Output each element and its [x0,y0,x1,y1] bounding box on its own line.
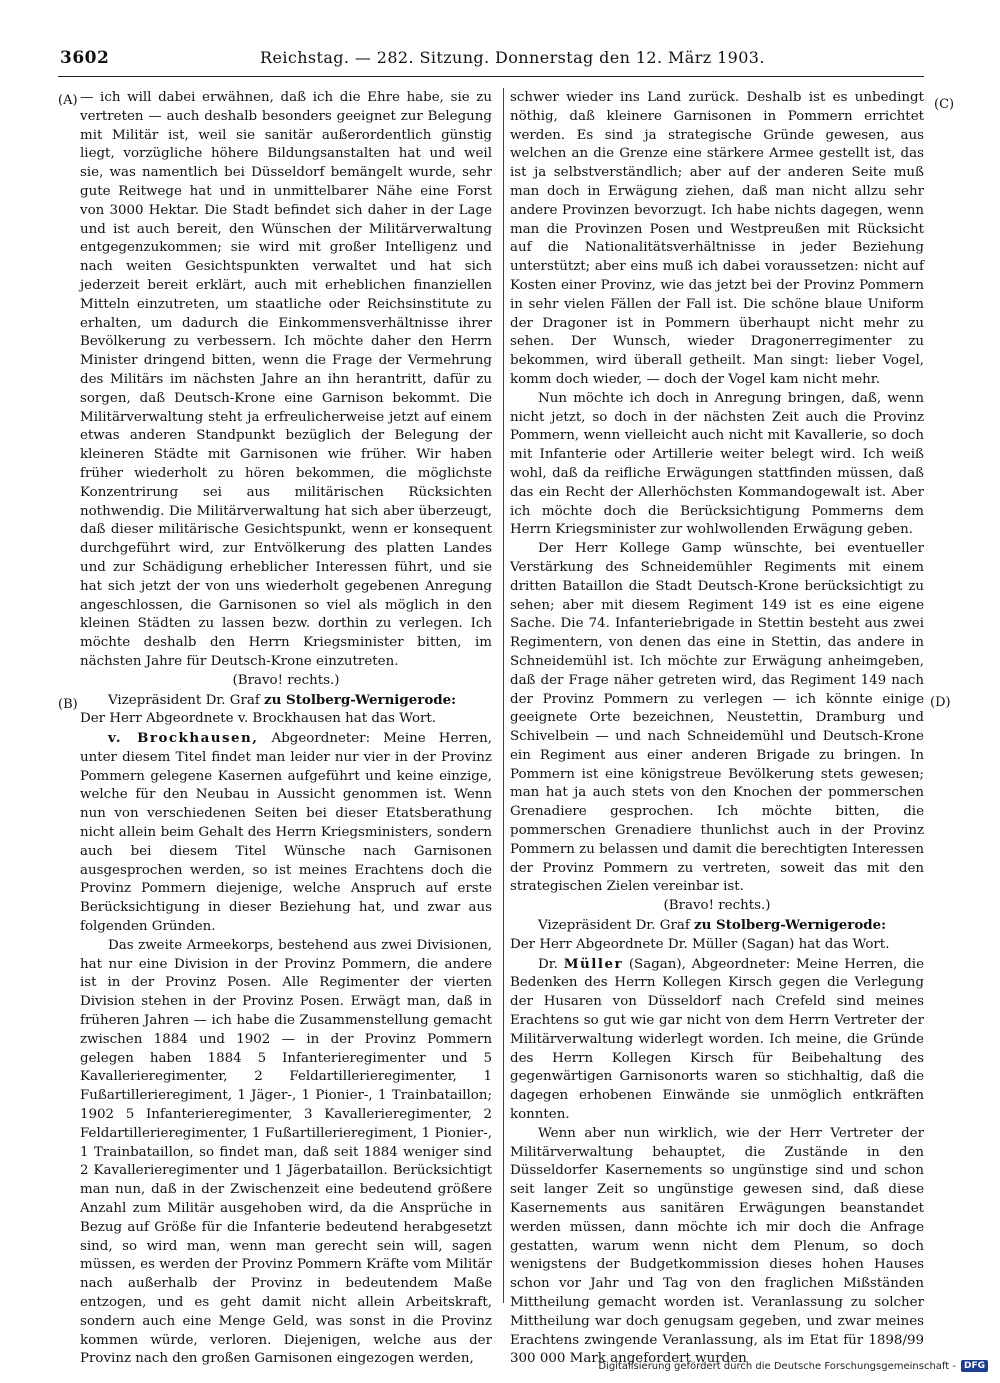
right-column [510,89,924,1369]
dfg-logo: DFG [961,1360,988,1372]
footer-text: Digitalisierung gefördert durch die Deutsche Forschungsgemeinschaft - [598,1360,956,1372]
speaker-paragraph [80,729,492,937]
digitization-footer [598,1360,988,1372]
margin-marker-d: (D) [930,695,951,710]
running-title: Reichstag. — 282. Sitzung. Donnerstag den 12. März 1903. [260,48,765,67]
vice-president-line [80,691,492,711]
margin-marker-a: (A) [58,93,78,108]
paragraph: — ich will dabei erwähnen, daß ich die Ehre habe, sie zu vertreten — auch deshalb besonders geeignet zur Belegung mit Militär ist, weil sie sanitär außerordentlich günstig liegt, vorzügliche höhere Bildungsanstalten hat und weil sie, was namentlich bei Düsseldorf bemängelt wurde, sehr gute Reitwege hat und in unmittelbarer Nähe eine Forst von 3000 Hektar. Die Stadt befindet sich daher in der Lage und ist auch bereit, den Wünschen der Militärverwaltung entgegenzukommen; sie wird mit großer Intelligenz und nach weiten Gesichtspunkten verwaltet und hat sich jederzeit bereit erklärt, auch mit erheblichen finanziellen Mitteln einzutreten, um staatliche oder Reichsinstitute zu erhalten, um dadurch die Einkommensverhältnisse ihrer Bevölkerung zu verbessern. Ich möchte daher den Herrn Minister dringend bitten, wenn die Frage der Vermehrung des Militärs im nächsten Jahre an ihn herantritt, dafür zu sorgen, daß Deutsch-Krone eine Garnison bekommt. Die Militärverwaltung steht ja erfreulicherweise jetzt auf einem etwas anderen Standpunkt bezüglich der Belegung der kleineren Städte mit Garnisonen wie früher. Wir haben früher wiederholt zu hören bekommen, die möglichste Konzentrirung sei aus militärischen Rücksichten nothwendig. Die Militärverwaltung hat sich aber überzeugt, daß dieser militärische Gesichtspunkt, wenn er konsequent durchgeführt wird, zur Entvölkerung des platten Landes und zur Schädigung erheblicher Interessen führt, und sie hat sich jetzt der von uns wiederholt gegebenen Anregung angeschlossen, die Garnisonen so viel als möglich in den kleinen Städten zu lassen bezw. dorthin zu verlegen. Ich möchte deshalb den Herrn Kriegsminister bitten, im nächsten Jahre für Deutsch-Krone einzutreten. [80,90,492,669]
paragraph: Das zweite Armeekorps, bestehend aus zwei Divisionen, hat nur eine Division in der Provinz Pommern, die andere ist in der Provinz Posen. Alle Regimenter der vierten Division stehen in der Provinz Posen. Erwägt man, daß in früheren Jahren — ich habe die Zusammenstellung gemacht zwischen 1884 und 1902 — in der Provinz Pommern gelegen haben 1884 5 Infanterieregimenter und 5 Kavallerieregimenter, 2 Feldartillerieregimenter, 1 Fußartillerieregiment, 1 Jäger-, 1 Pionier-, 1 Trainbataillon; 1902 5 Infanterieregimenter, 3 Kavallerieregimenter, 2 Feldartillerieregimenter, 1 Fußartillerieregiment, 1 Pionier-, 1 Trainbataillon, so findet man, daß seit 1884 weniger sind 2 Kavallerieregimenter und 1 Jägerbataillon. Berücksichtigt man nun, daß in der Zwischenzeit eine bedeutend größere Anzahl zum Militär ausgehoben wird, da die Ansprüche in Bezug auf Größe für die Infanterie bedeutend herabgesetzt sind, so wird man, wenn man gerecht sein will, sagen müssen, es werden der Provinz Pommern Kräfte vom Militär nach außerhalb der Provinz in bedeutendem Maße entzogen, und es geht damit nicht allein Arbeitskraft, sondern auch eine Menge Geld, was sonst in die Provinz kommen würde, verloren. Diejenigen, welche aus der Provinz nach den großen Garnisonen eingezogen werden, [80,937,492,1367]
paragraph: Der Herr Abgeordnete Dr. Müller (Sagan) hat das Wort. [510,936,890,952]
header-rule [58,76,924,77]
page-number: 3602 [60,48,110,68]
paragraph: Nun möchte ich doch in Anregung bringen, daß, wenn nicht jetzt, so doch in der nächsten Zeit auch die Provinz Pommern, wenn vielleicht auch nicht mit Kavallerie, so doch mit Infanterie oder Artillerie weiter belegt wird. Ich weiß wohl, daß da reifliche Erwägungen stattfinden müssen, daß das ein Recht der Allerhöchsten Kommandogewalt ist. Aber ich möchte doch die Berücksichtigung Pommerns dem Herrn Kriegsminister zur wohlwollenden Erwägung geben. [510,390,924,538]
speaker-name: v. Brockhausen, [108,730,259,747]
vice-president-name: zu Stolberg-Wernigerode: [694,917,887,934]
paragraph: Wenn aber nun wirklich, wie der Herr Vertreter der Militärverwaltung behauptet, die Zustände in den Düsseldorfer Kasernements so ungünstige sind und schon seit langer Zeit so ungünstige gewesen sind, daß diese Kasernements aus sanitären Erwägungen beanstandet werden müssen, dann möchte ich mir doch die Anfrage gestatten, warum wenn nicht dem Plenum, so doch wenigstens der Budgetkommission dieses hohen Hauses schon vor Jahr und Tag von den fraglichen Mißständen Mittheilung gemacht worden ist. Veranlassung zu solcher Mittheilung war doch genugsam gegeben, und zwar meines Erachtens zwingende Veranlassung, als im Etat für 1898/99 300 000 Mark angefordert wurden [510,1125,924,1367]
speaker-title: Dr. [538,956,564,972]
speaker-paragraph [510,955,924,1125]
paragraph: schwer wieder ins Land zurück. Deshalb ist es unbedingt nöthig, daß kleinere Garnisonen in Pommern errichtet werden. Es sind ja strategische Gründe gewesen, aus welchen an die Grenze eine stärkere Armee gestellt ist, das ist ja selbstverständlich; aber auf der anderen Seite muß man doch in Erwägung ziehen, daß man nicht allzu sehr andere Provinzen bevorzugt. Ich habe nichts dagegen, wenn man die Provinzen Posen und Westpreußen mit Rücksicht auf die Nationalitätsverhältnisse in jeder Beziehung unterstützt; aber eins muß ich dabei voraussetzen: nicht auf Kosten einer Provinz, wie das jetzt bei der Provinz Pommern in sehr vielen Fällen der Fall ist. Die schöne blaue Uniform der Dragoner ist in Pommern überhaupt nicht mehr zu sehen. Der Wunsch, wieder Dragonerregimenter zu bekommen, wird überall getheilt. Man singt: lieber Vogel, komm doch wieder, — doch der Vogel kam nicht mehr. [510,90,924,387]
vice-president-name: zu Stolberg-Wernigerode: [264,691,457,708]
applause-note: (Bravo! rechts.) [663,898,771,914]
vice-president-title: Vizepräsident Dr. Graf [108,692,265,708]
applause-note: (Bravo! rechts.) [232,672,340,688]
page-header [60,46,922,72]
speaker-name: Müller [563,955,624,972]
margin-marker-b: (B) [58,697,78,712]
margin-marker-c: (C) [934,97,955,112]
speaker-text: Abgeordneter: Meine Herren, unter diesem Titel findet man leider nur vier in der Provinz Pommern gelegene Kasernen aufgeführt und keine einzige, welche für den Neubau in Aussicht genommen ist. Wenn nun von verschiedenen Seiten bei dieser Etatsberathung nicht allein beim Gehalt des Herrn Kriegsministers, sondern auch bei diesem Titel Wünsche nach Garnisonen ausgesprochen werden, so ist meines Erachtens doch die Provinz Pommern diejenige, welche Anspruch auf erste Berücksichtigung in dieser Beziehung hat, und zwar aus folgenden Gründen. [80,731,492,935]
column-divider [503,88,504,1303]
left-column [80,89,492,1369]
paragraph: Der Herr Kollege Gamp wünschte, bei eventueller Verstärkung des Schneidemühler Regiments mit einem dritten Bataillon die Stadt Deutsch-Krone berücksichtigt zu sehen; aber mit diesem Regiment 149 ist es eine eigene Sache. Die 74. Infanteriebrigade in Stettin besteht aus zwei Regimentern, von denen das eine in Stettin, das andere in Schneidemühl ist. Ich möchte zur Erwägung anheimgeben, daß der Frage näher getreten wird, das Regiment 149 nach der Provinz Pommern zu verlegen — ich könnte einige geeignete Orte bezeichnen, Neustettin, Dramburg und Schivelbein — und nach Schneidemühl und Deutsch-Krone ein Regiment aus einer anderen Brigade zu bringen. In Pommern ist eine königstreue Bevölkerung stets gewesen; man hat ja auch stets von den Knochen der pommerschen Grenadiere gesprochen. Ich möchte bitten, die pommerschen Grenadiere thunlichst auch in der Provinz Pommern zu belassen und damit die berechtigten Interessen der Provinz Pommern zu vertreten, soweit das mit den strategischen Zielen vereinbar ist. [510,541,924,895]
vice-president-line [510,916,924,936]
vice-president-title: Vizepräsident Dr. Graf [538,918,695,934]
speaker-text: (Sagan), Abgeordneter: Meine Herren, die Bedenken des Herrn Kollegen Kirsch gegen die Verlegung der Husaren von Düsseldorf nach Crefeld sind meines Erachtens so gut wie gar nicht von dem Herrn Vertreter der Militärverwaltung widerlegt worden. Ich meine, die Gründe des Herrn Kollegen Kirsch für Beibehaltung des gegenwärtigen Garnisonorts waren so stichhaltig, daß die dagegen erhobenen Einwände sie unmöglich entkräften konnten. [510,956,924,1123]
paragraph: Der Herr Abgeordnete v. Brockhausen hat das Wort. [80,711,437,727]
